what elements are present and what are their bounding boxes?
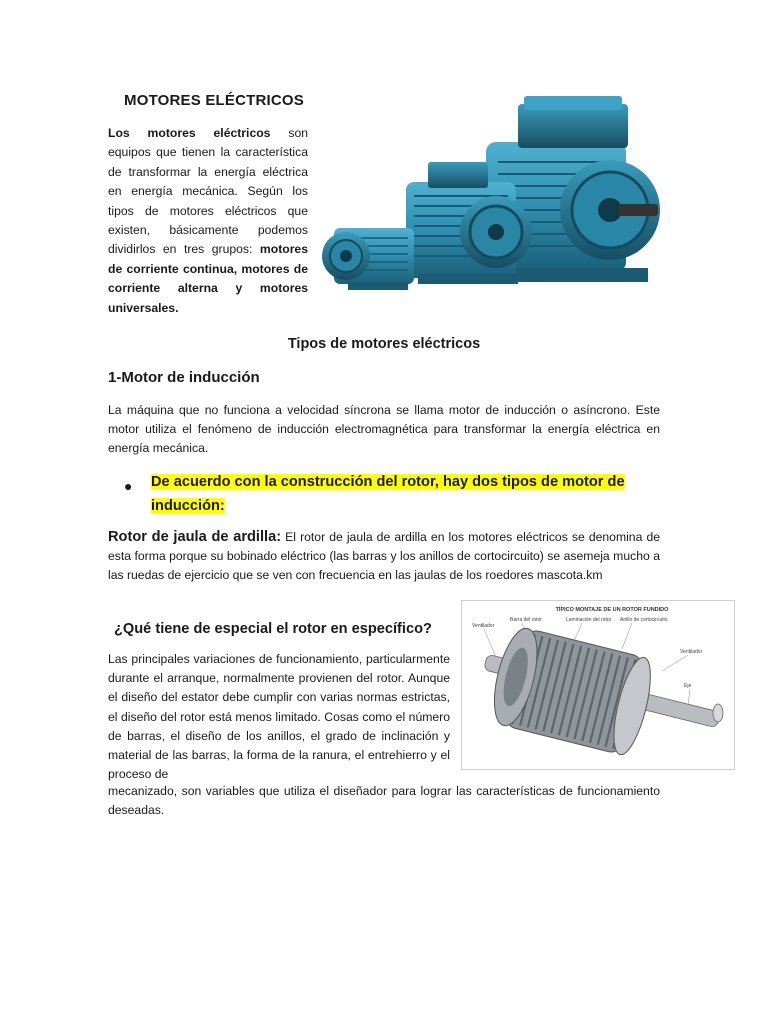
- rotor-paragraph: Las principales variaciones de funcionamiento, particularmente durante el arranque, normalmente provienen del rotor. Aunque el diseño del estator debe cumplir con varias normas estrictas, el diseño del rotor está menos limitado. Cosas como el número de barras, el diseño de los anillos, el grado de inclinación y material de las barras, la forma de la ranura, el entrehierro y el proceso de: [108, 652, 450, 782]
- induction-paragraph: La máquina que no funciona a velocidad síncrona se llama motor de inducción o asíncrono. Este motor utiliza el fenómeno de inducción electromagnética para transformar la energía eléctrica en energía mecánica.: [108, 403, 660, 456]
- diagram-label-ventilador-left: Ventilador: [472, 623, 495, 629]
- intro-paragraph: [108, 124, 308, 318]
- squirrel-cage-heading: Rotor de jaula de ardilla:: [108, 529, 282, 545]
- section-title: Tipos de motores eléctricos: [287, 336, 481, 352]
- page-title: MOTORES ELÉCTRICOS: [124, 92, 305, 109]
- bullet-icon: ●: [124, 478, 133, 494]
- rotor-assembly-diagram: [461, 600, 735, 770]
- bullet-line-1: De acuerdo con la construcción del rotor, hay dos tipos de motor de: [151, 474, 625, 490]
- rotor-paragraph-continued: mecanizado, son variables que utiliza el diseñador para lograr las características de funcionamiento deseadas.: [108, 784, 660, 818]
- induction-motor-heading: 1-Motor de inducción: [108, 369, 260, 386]
- diagram-title: TÍPICO MONTAJE DE UN ROTOR FUNDIDO: [555, 607, 669, 613]
- intro-text: son equipos que tienen la característica de transformar la energía eléctrica en energía mecánica. Según los tipos de motores eléctricos que existen, básicamente podemos dividirlos en tres grupos:: [108, 126, 308, 257]
- diagram-label-anillo: Anillo de cortocircuito: [620, 617, 668, 623]
- electric-motors-image: [318, 92, 662, 294]
- squirrel-cage-paragraph: [108, 528, 660, 586]
- diagram-label-laminacion: Laminación del rotor: [566, 617, 612, 623]
- rotor-types-bullet: [124, 470, 664, 518]
- diagram-label-barra: Barra del rotor: [510, 617, 542, 623]
- rotor-question-heading: ¿Qué tiene de especial el rotor en específico?: [114, 621, 432, 637]
- diagram-label-eje: Eje: [684, 683, 692, 689]
- intro-bold-tail: motores de corriente continua, motores de corriente alterna y motores universales.: [108, 242, 308, 315]
- squirrel-cage-text: El rotor de jaula de ardilla en los motores eléctricos se denomina de esta forma porque su bobinado eléctrico (las barras y los anillos de cortocircuito) se asemeja mucho a las ruedas de ejercicio que se ven con frecuencia en las jaulas de los roedores mascota.km: [108, 530, 660, 583]
- intro-bold-lead: Los motores eléctricos: [108, 126, 271, 140]
- bullet-line-2: inducción:: [151, 498, 225, 514]
- diagram-label-ventilador-right: Ventilador: [680, 649, 703, 655]
